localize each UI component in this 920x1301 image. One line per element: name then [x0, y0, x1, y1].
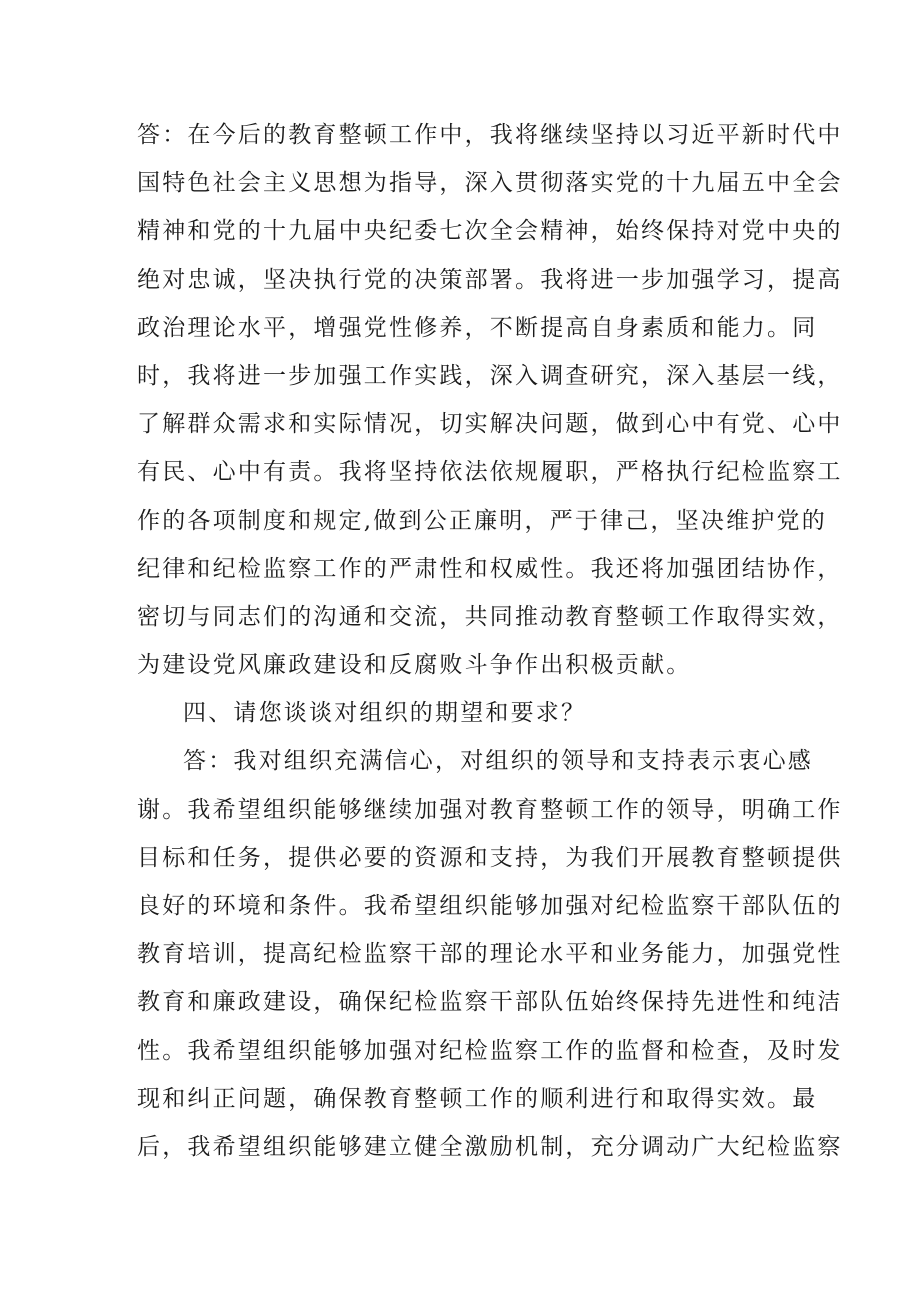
question-4-heading [137, 689, 787, 737]
answer-4-line: 后，我希望组织能够建立健全激励机制，充分调动广大纪检监察 [137, 1133, 843, 1160]
answer-4-line: 性。我希望组织能够加强对纪检监察工作的监督和检查，及时发 [137, 1037, 843, 1064]
answer-3-line: 作的各项制度和规定,做到公正廉明，严于律己，坚决维护党的 [137, 507, 827, 534]
answer-3-line: 密切与同志们的沟通和交流，共同推动教育整顿工作取得实效， [137, 603, 843, 630]
answer-3-line: 政治理论水平，增强党性修养，不断提高自身素质和能力。同 [137, 314, 818, 341]
answer-4-line: 目标和任务，提供必要的资源和支持，为我们开展教育整顿提供 [137, 844, 843, 871]
answer-4-line: 现和纠正问题，确保教育整顿工作的顺利进行和取得实效。最 [137, 1085, 818, 1112]
answer-3-line: 精神和党的十九届中央纪委七次全会精神，始终保持对党中央的 [137, 218, 843, 245]
answer-3-line: 国特色社会主义思想为指导，深入贯彻落实党的十九届五中全会 [137, 170, 843, 197]
question-4-text: 四、请您谈谈对组织的期望和要求？ [183, 700, 587, 727]
answer-4-line: 教育和廉政建设，确保纪检监察干部队伍始终保持先进性和纯洁 [137, 989, 843, 1016]
answer-3-line: 时，我将进一步加强工作实践，深入调查研究，深入基层一线， [137, 362, 843, 389]
answer-3-line: 有民、心中有责。我将坚持依法依规履职，严格执行纪检监察工 [137, 459, 843, 486]
answer-3-line: 绝对忠诚，坚决执行党的决策部署。我将进一步加强学习，提高 [137, 266, 843, 293]
document-body [137, 111, 843, 1171]
answer-4-line: 教育培训，提高纪检监察干部的理论水平和业务能力，加强党性 [137, 941, 843, 968]
answer-3-line: 答：在今后的教育整顿工作中，我将继续坚持以习近平新时代中 [137, 122, 843, 148]
answer-3-paragraph [137, 111, 843, 689]
answer-3-line: 纪律和纪检监察工作的严肃性和权威性。我还将加强团结协作， [137, 555, 843, 582]
answer-4-paragraph [137, 737, 843, 1171]
answer-4-line: 答：我对组织充满信心，对组织的领导和支持表示衷心感 [183, 748, 813, 775]
answer-4-line: 良好的环境和条件。我希望组织能够加强对纪检监察干部队伍的 [137, 893, 843, 919]
answer-3-line: 为建设党风廉政建设和反腐败斗争作出积极贡献。 [137, 652, 692, 679]
answer-3-line: 了解群众需求和实际情况，切实解决问题，做到心中有党、心中 [137, 411, 843, 438]
answer-4-line: 谢。我希望组织能够继续加强对教育整顿工作的领导，明确工作 [137, 796, 843, 823]
